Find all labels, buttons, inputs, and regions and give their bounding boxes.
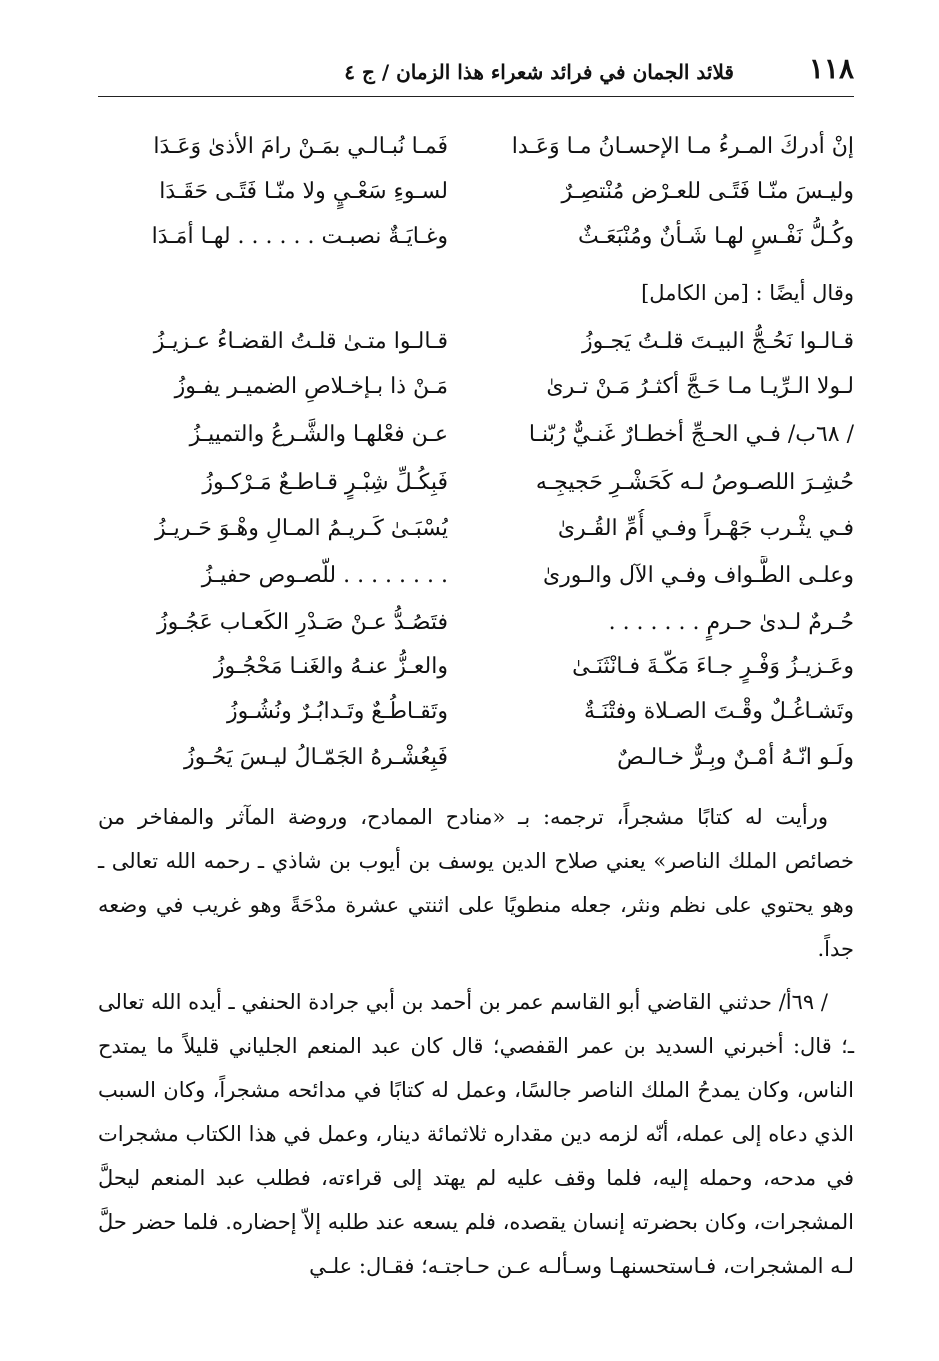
paragraph-text: ورأيت له كتابًا مشجراً، ترجمه: بـ «منادح الممادح، وروضة المآثر والمفاخر من خصائص الملك الناصر» يعني صلاح الدين يوسف بن أيوب بن شاذي ـ رحمه الله تعالى ـ وهو يحتوي على نظم ونثر، جعله منطويًا على اثنتي عشرة مدْحَةً وهو غريب في وضعه جداً.: [98, 805, 854, 961]
second-hemistich: لسـوءِ سَعْـيٍ ولا منّـا فَتًـى حَقَـدَا: [159, 179, 448, 204]
verse-line: [98, 463, 854, 503]
verse-line: [98, 127, 854, 167]
meter-intro: وقال أيضًا : [من الكامل]: [641, 281, 854, 305]
second-hemistich: فَمـا نُبـالـي بمَـنْ رامَ الأذىٰ وَعَـدَا: [153, 134, 448, 159]
first-hemistich: حُشِـرَ اللصـوصُ لـه كَحَشْـرِ حَجيجِـه: [535, 470, 854, 495]
first-hemistich: ولَـو انّـهُ أمْـنٌ وبِـرٌّ خـالـصٌ: [617, 745, 854, 770]
verse-line: [98, 172, 854, 212]
second-hemistich: عـن فعْلهـا والشَّـرعُ والتمييـزُ: [189, 422, 448, 447]
first-hemistich: قـالـوا نَحُـجُّ البيـتَ قلـتُ يَجـوزُ: [582, 329, 854, 354]
running-title: قلائد الجمان في فرائد شعراء هذا الزمان / ج ٤: [344, 60, 734, 84]
second-hemistich: وتَقـاطُـعٌ وتَـدابُـرٌ ونُشُـوزُ: [226, 699, 448, 724]
second-hemistich: وغـايَـةٌ نصبـت . . . . . . لهـا أمَـدَا: [151, 224, 448, 249]
first-hemistich: فـي يثْـرب جَهْـراً وفـي أُمِّ القُـرىٰ: [557, 516, 854, 541]
verse-line: [98, 415, 854, 455]
first-hemistich: وعَـزيـزُ وَفْـرٍ جـاءَ مَكّـةَ فـانْثَنَـىٰ: [572, 654, 854, 679]
verse-line: [98, 217, 854, 257]
page-header: [98, 50, 854, 97]
paragraph: [98, 795, 854, 971]
first-hemistich: إنْ أدركَ المـرءُ مـا الإحسـانُ مـا وَعَـدا: [511, 134, 854, 159]
second-hemistich: فَبِعُشْـرهُ الجَمّـالُ ليـسَ يَحُـوزُ: [184, 745, 448, 770]
second-hemistich: والعـزُّ عنـهُ والغَنـا مَحْجُـوزُ: [213, 654, 448, 679]
first-hemistich: حُـرمٌ لـدىٰ حـرمٍ . . . . . . .: [608, 610, 854, 635]
verse-line: [98, 367, 854, 407]
first-hemistich: وليـسَ منّـا فَتًـى للعـرْض مُنْتصِـرٌ: [561, 179, 854, 204]
first-hemistich: وتَشـاغُـلٌ وقْـتَ الصـلاة وفتْنَـةٌ: [584, 699, 854, 724]
second-hemistich: مَـنْ ذا بـإخـلاصِ الضميـر يفـوزُ: [174, 374, 448, 399]
first-hemistich: وكُـلُّ نَفْـسٍ لهـا شَـأنٌ ومُنْبَعَـثٌ: [578, 224, 854, 249]
paragraph: [98, 980, 854, 1288]
second-hemistich: فَبِكُـلِّ شِبْـرٍ قـاطـعٌ مَـرْكـوزُ: [202, 470, 448, 495]
second-hemistich: فتَصُـدُّ عـنْ صَـدْرِ الكَعـاب عَجُـوزُ: [156, 610, 448, 635]
verse-line: [98, 509, 854, 549]
first-hemistich: لـولا الـرِّيـا مـا حَـجَّ أكثـرُ مَـنْ تـرىٰ: [546, 374, 854, 399]
paragraph-text: / ٦٩أ/ حدثني القاضي أبو القاسم عمر بن أحمد بن أبي جرادة الحنفي ـ أيده الله تعالى ـ؛ قال: أخبرني السديد بن عمر القفصي؛ قال كان عبد المنعم الجلياني قليلاً ما يمتدح الناس، وكان يمدحُ الملك الناصر جالسًا، وعمل له كتابًا في مدائحه مشجراً، وكان السبب الذي دعاه إلى عمله، أنّه لزمه دين مقداره ثلاثمائة دينار، وعمل في هذا الكتاب مشجرات في مدحه، وحمله إليه، فلما وقف عليه لم يهتد إلى قراءته، فطلب عبد المنعم ليحلَّ المشجرات، وكان بحضرته إنسان يقصده، فلم يسعه عند طلبه إلاّ إحضاره. فلما حضر حلَّ لـه المشجرات، فـاستحسنهـا وسـألـه عـن حـاجتـه؛ فقـال: علـي: [98, 990, 854, 1278]
second-hemistich: يُسْبَـىٰ كَـريـمُ المـالِ وهْـوَ حَـريـزُ: [154, 516, 448, 541]
first-hemistich: / ٦٨ب/ فـي الحـجِّ أخطـارٌ غَنـيٌّ رُبّنـا: [528, 422, 854, 447]
verse-line: [98, 647, 854, 687]
verse-line: [98, 556, 854, 596]
verse-line: [98, 692, 854, 732]
second-hemistich: قـالـوا متـىٰ قلـتُ القضـاءُ عـزيـزُ: [153, 329, 448, 354]
second-hemistich: . . . . . . . . للّصـوص حفيـزُ: [201, 563, 448, 588]
verse-line: [98, 603, 854, 643]
first-hemistich: وعلـى الطَّـواف وفـي الآل والـورىٰ: [542, 563, 854, 588]
page-number: ١١٨: [808, 52, 854, 85]
verse-line: [98, 322, 854, 362]
verse-line: [98, 738, 854, 778]
